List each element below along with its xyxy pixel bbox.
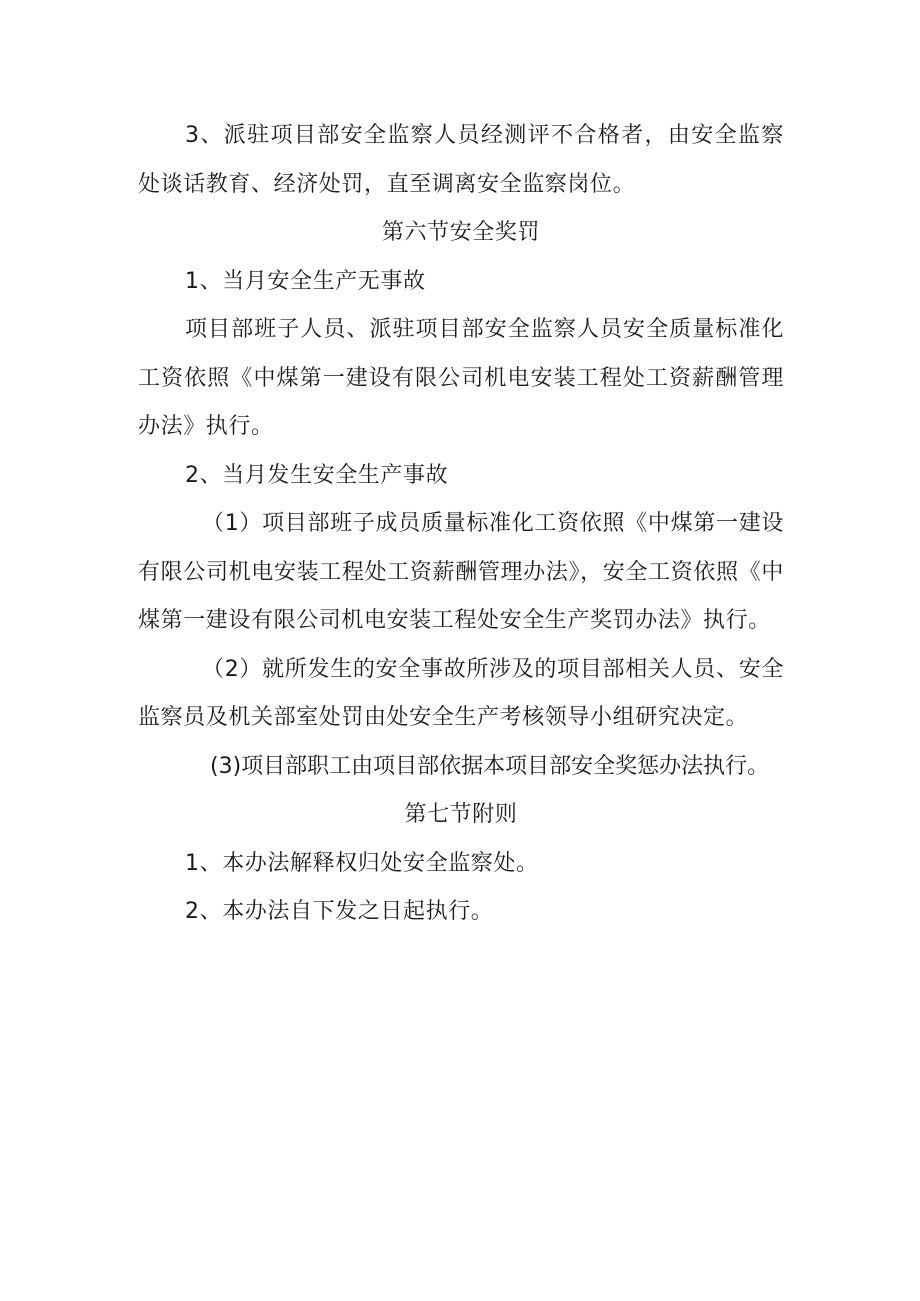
paragraph-accident-heading: 2、当月发生安全生产事故	[185, 462, 449, 488]
paragraph-evaluation-penalty: 3、派驻项目部安全监察人员经测评不合格者，由安全监察处谈话教育、经济处罚，直至调离安全监察岗位。	[138, 123, 784, 197]
paragraph-interpretation: 1、本办法解释权归处安全监察处。	[185, 850, 539, 876]
section-7-title: 第七节附则	[404, 802, 518, 827]
paragraph-no-accident-heading: 1、当月安全生产无事故	[185, 268, 426, 294]
document-body	[138, 112, 784, 937]
section-6-title: 第六节安全奖罚	[381, 220, 541, 245]
paragraph-accident-item-2: （2）就所发生的安全事故所涉及的项目部相关人员、安全监察员及机关部室处罚由处安全生产考核领导小组研究决定。	[138, 656, 784, 730]
paragraph-accident-item-1: （1）项目部班子成员质量标准化工资依照《中煤第一建设有限公司机电安装工程处工资薪酬管理办法》，安全工资依照《中煤第一建设有限公司机电安装工程处安全生产奖罚办法》执行。	[138, 511, 784, 633]
paragraph-no-accident-detail: 项目部班子人员、派驻项目部安全监察人员安全质量标准化工资依照《中煤第一建设有限公司机电安装工程处工资薪酬管理办法》执行。	[138, 317, 784, 439]
paragraph-accident-item-3: (3)项目部职工由项目部依据本项目部安全奖惩办法执行。	[210, 753, 770, 779]
paragraph-effective-date: 2、本办法自下发之日起执行。	[185, 899, 494, 924]
